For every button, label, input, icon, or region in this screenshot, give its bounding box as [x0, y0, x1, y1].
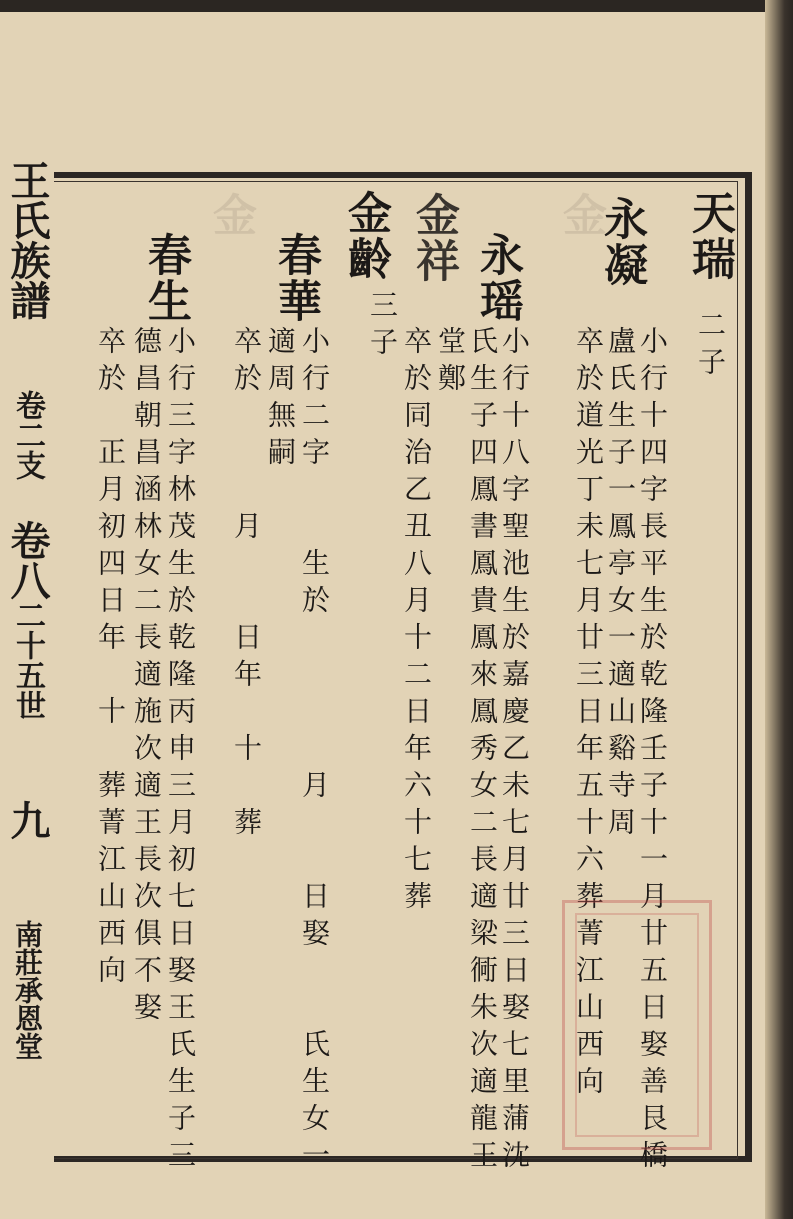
entry-line: 卒於 正月初四日年 十 葬菁江山西向	[94, 326, 127, 992]
entry-line: 盧氏生子一鳳亭女一適山谿寺周	[604, 326, 637, 844]
entry-note: 三子	[366, 290, 399, 364]
spine-generation: 二十五世	[10, 600, 45, 720]
library-seal-inner	[575, 913, 699, 1137]
spine-hall: 南莊承恩堂	[11, 920, 44, 1060]
entry-line: 堂鄭	[434, 326, 467, 400]
bleed-through-mark: 金	[555, 192, 606, 236]
entry-name: 天瑞	[684, 190, 735, 282]
entry-name: 永瑶	[472, 232, 523, 324]
book-edge	[765, 0, 793, 1219]
entry-line: 卒於道光丁未七月廿三日年五十六葬菁江山西向	[572, 326, 605, 1103]
spine-page-mark: 九	[4, 800, 51, 840]
spine-title: 王氏族譜	[4, 160, 51, 320]
spine-margin	[0, 160, 54, 1219]
entry-line: 適周無嗣	[264, 326, 297, 474]
entry-line: 德昌朝昌涵林女二長適施次適王長次俱不娶	[130, 326, 163, 1029]
entry-name: 春華	[270, 232, 321, 324]
entry-name: 金祥	[408, 192, 459, 284]
entry-name: 金齡	[340, 190, 391, 282]
entry-note: 二子	[694, 310, 727, 384]
entry-line: 卒於 月 日年 十 葬	[230, 326, 263, 844]
entry-name: 春生	[140, 232, 191, 324]
bleed-through-mark: 金	[205, 192, 256, 236]
library-seal-stamp	[562, 900, 712, 1150]
entry-line: 小行三字林茂生於乾隆丙申三月初七日娶王氏生子三	[164, 326, 197, 1177]
spine-volume: 卷二支	[10, 390, 45, 480]
entry-line: 小行十八字聖池生於嘉慶乙未七月廿三日娶七里蒲沈	[498, 326, 531, 1177]
page-top-edge	[0, 0, 793, 12]
entry-line: 小行二字 生於 月 日娶 氏生女一	[298, 326, 331, 1177]
entry-name: 永凝	[596, 196, 647, 288]
entry-line: 氏生子四鳳書鳳貴鳳來鳳秀女二長適梁衕朱次適龍王	[466, 326, 499, 1177]
entry-line: 卒於同治乙丑八月十二日年六十七葬	[400, 326, 433, 918]
entry-line: 小行十四字長平生於乾隆壬子十一月廿五日娶善艮橋	[636, 326, 669, 1177]
spine-juan: 卷八	[4, 520, 51, 600]
